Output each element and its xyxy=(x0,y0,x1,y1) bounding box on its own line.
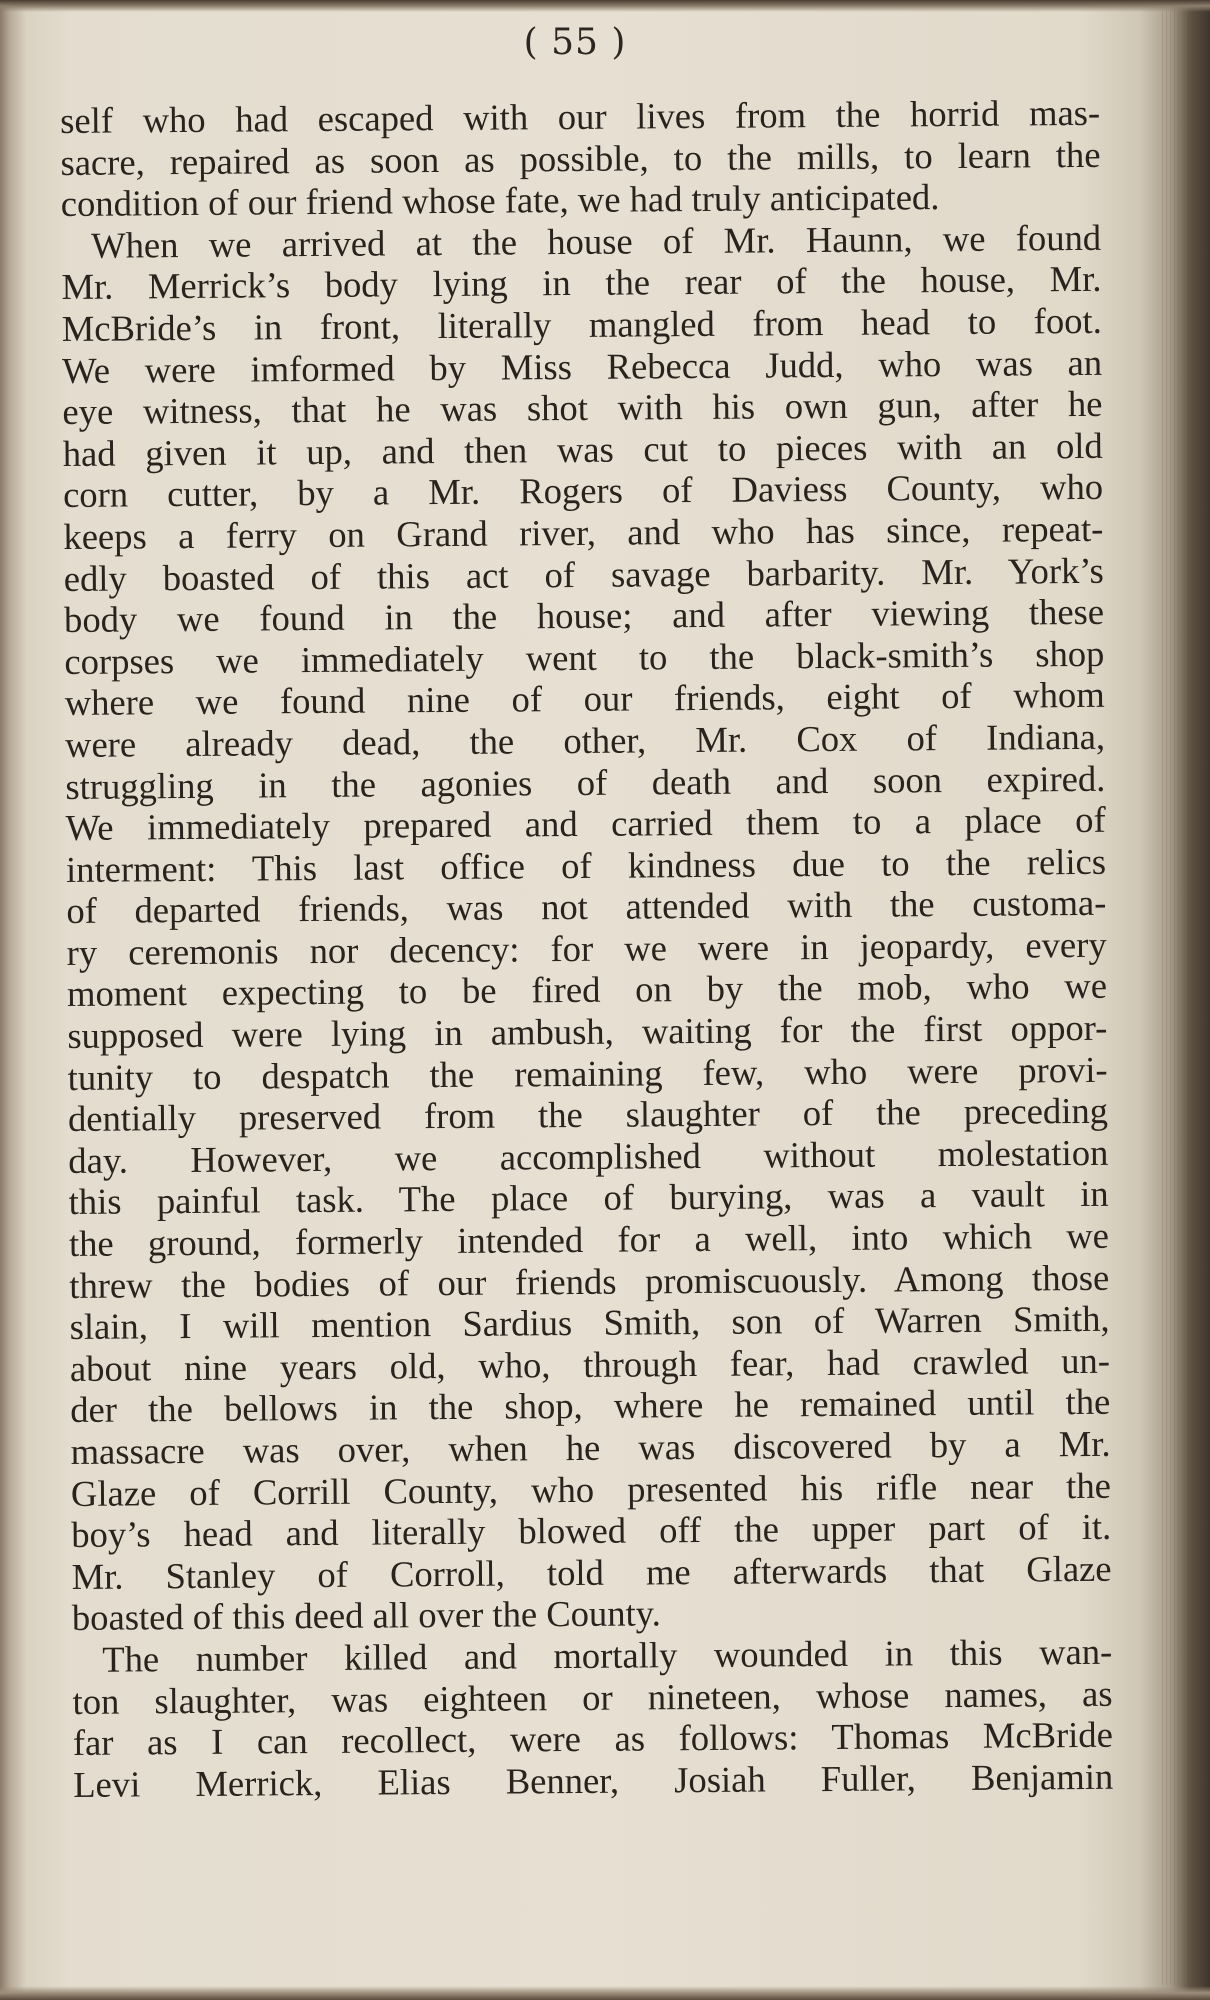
text-line: Glaze of Corrill County, who presented his rifle near the xyxy=(70,1464,1112,1514)
text-line: Mr. Merrick’s body lying in the rear of the house, Mr. xyxy=(61,258,1102,308)
text-line: der the bellows in the shop, where he remained until the xyxy=(70,1381,1111,1431)
text-line: about nine years old, who, through fear, had crawled un- xyxy=(69,1339,1111,1389)
body-text xyxy=(60,92,1113,1805)
text-line: ry ceremonis nor decency: for we were in jeopardy, every xyxy=(66,923,1107,973)
text-line: day. However, we accomplished without molestation xyxy=(68,1131,1109,1181)
text-line: ton slaughter, was eighteen or nineteen, whose names, as xyxy=(72,1672,1113,1722)
text-line: supposed were lying in ambush, waiting for the first oppor- xyxy=(67,1006,1108,1057)
text-line: Levi Merrick, Elias Benner, Josiah Fuller, Benjamin xyxy=(73,1755,1114,1805)
text-line: where we found nine of our friends, eight of whom xyxy=(64,674,1105,724)
text-line: self who had escaped with our lives from the horrid mas- xyxy=(60,91,1101,141)
text-line: When we arrived at the house of Mr. Haunn, we found xyxy=(90,216,1102,266)
text-line: condition of our friend whose fate, we had truly anticipated. xyxy=(60,176,940,225)
text-line: far as I can recollect, were as follows: Thomas McBride xyxy=(72,1713,1114,1764)
text-line: of departed friends, was not attended with the customa- xyxy=(66,882,1107,932)
text-line: massacre was over, when he was discovered by a Mr. xyxy=(70,1422,1111,1472)
text-line: We immediately prepared and carried them to a place of xyxy=(65,798,1106,849)
text-line: struggling in the agonies of death and soon expired. xyxy=(65,757,1106,807)
text-line: were already dead, the other, Mr. Cox of Indiana, xyxy=(64,715,1106,765)
text-line: sacre, repaired as soon as possible, to the mills, to learn the xyxy=(60,133,1101,183)
text-line: Mr. Stanley of Corroll, told me afterwards that Glaze xyxy=(71,1547,1112,1597)
paragraph xyxy=(61,217,1112,1639)
text-line: slain, I will mention Sardius Smith, son of Warren Smith, xyxy=(69,1298,1110,1348)
text-line: body we found in the house; and after viewing these xyxy=(63,590,1105,641)
text-line: eye witness, that he was shot with his own gun, after he xyxy=(62,382,1103,433)
page-bottom-edge xyxy=(0,1986,1210,2000)
text-line: tunity to despatch the remaining few, who were provi- xyxy=(67,1048,1108,1098)
text-line: We were imformed by Miss Rebecca Judd, who was an xyxy=(61,341,1103,391)
page-stack-edge xyxy=(1162,10,1192,1985)
paragraph xyxy=(60,92,1101,225)
text-line: this painful task. The place of burying, was a vault in xyxy=(68,1173,1109,1223)
text-line: edly boasted of this act of savage barbarity. Mr. York’s xyxy=(63,549,1104,599)
text-line: corn cutter, by a Mr. Rogers of Daviess County, who xyxy=(62,466,1104,516)
text-line: keeps a ferry on Grand river, and who has since, repeat- xyxy=(63,507,1104,557)
text-line: threw the bodies of our friends promiscuously. Among those xyxy=(69,1256,1110,1306)
text-line: boy’s head and literally blowed off the upper part of it. xyxy=(71,1505,1112,1556)
text-line: moment expecting to be fired on by the mob, who we xyxy=(66,965,1108,1015)
text-line: interment: This last office of kindness due to the relics xyxy=(65,840,1107,890)
page-number: ( 55 ) xyxy=(523,22,627,63)
text-line: corpses we immediately went to the black-smith’s shop xyxy=(64,632,1105,682)
text-line: dentially preserved from the slaughter of the preceding xyxy=(67,1090,1109,1140)
text-line: the ground, formerly intended for a well, into which we xyxy=(68,1214,1110,1264)
text-line: The number killed and mortally wounded in this wan- xyxy=(102,1630,1113,1680)
text-line: McBride’s in front, literally mangled from head to foot. xyxy=(61,299,1102,349)
page-top-edge xyxy=(0,0,1210,12)
text-line: had given it up, and then was cut to pieces with an old xyxy=(62,424,1103,474)
text-line: boasted of this deed all over the County. xyxy=(71,1592,661,1639)
paragraph xyxy=(72,1631,1113,1806)
